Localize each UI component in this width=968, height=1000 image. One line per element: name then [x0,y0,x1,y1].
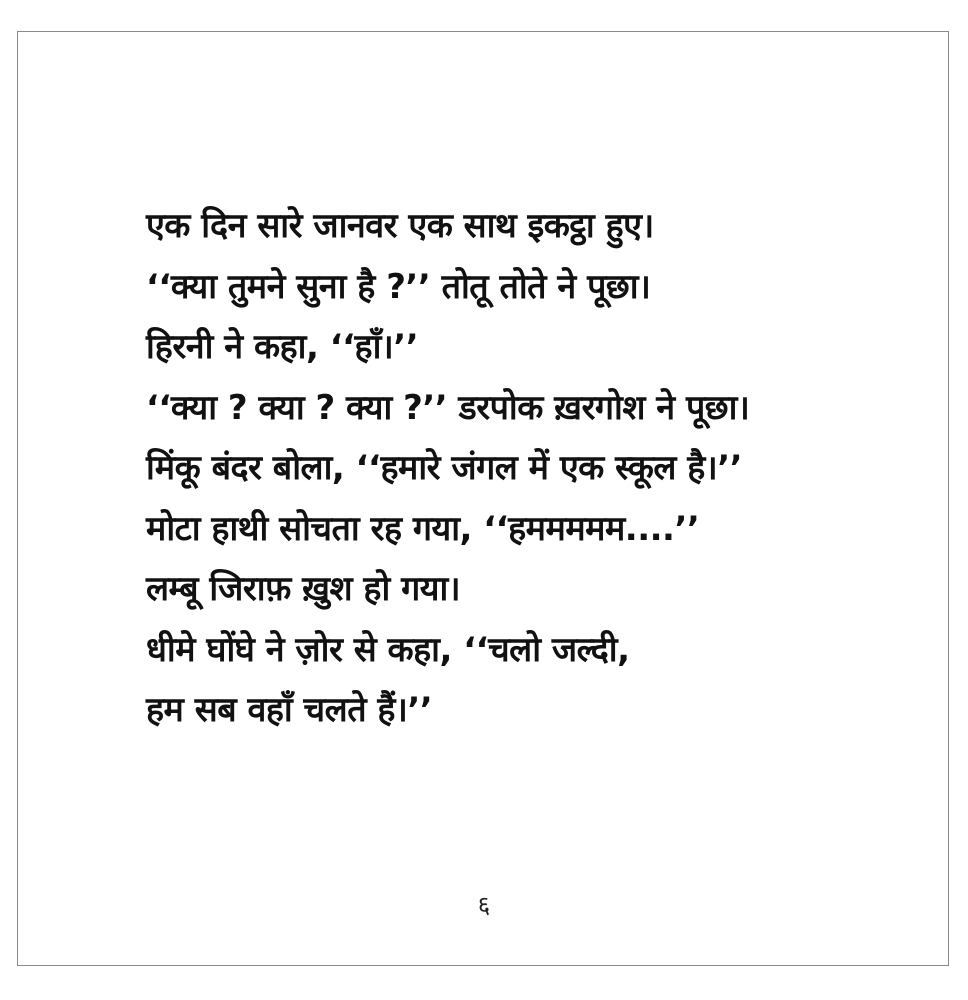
story-line: हम सब वहाँ चलते हैं।’’ [146,690,433,730]
story-line: लम्बू जिराफ़ ख़ुश हो गया। [146,569,461,609]
story-line: हिरनी ने कहा, ‘‘हाँ।’’ [146,327,419,367]
story-text [146,196,906,741]
story-line: ‘‘क्या तुमने सुना है ?’’ तोतू तोते ने पूछा। [146,266,651,307]
page-number: ६ [477,891,491,919]
story-line: धीमे घोंघे ने ज़ोर से कहा, ‘‘चलो जल्दी, [146,629,630,670]
story-line: मोटा हाथी सोचता रह गया, ‘‘हममममम....’’ [146,508,700,549]
story-line: एक दिन सारे जानवर एक साथ इकट्ठा हुए। [146,206,654,246]
story-line: ‘‘क्या ? क्या ? क्या ?’’ डरपोक ख़रगोश ने पूछा। [146,387,750,428]
story-line: मिंकू बंदर बोला, ‘‘हमारे जंगल में एक स्कूल है।’’ [146,448,743,488]
